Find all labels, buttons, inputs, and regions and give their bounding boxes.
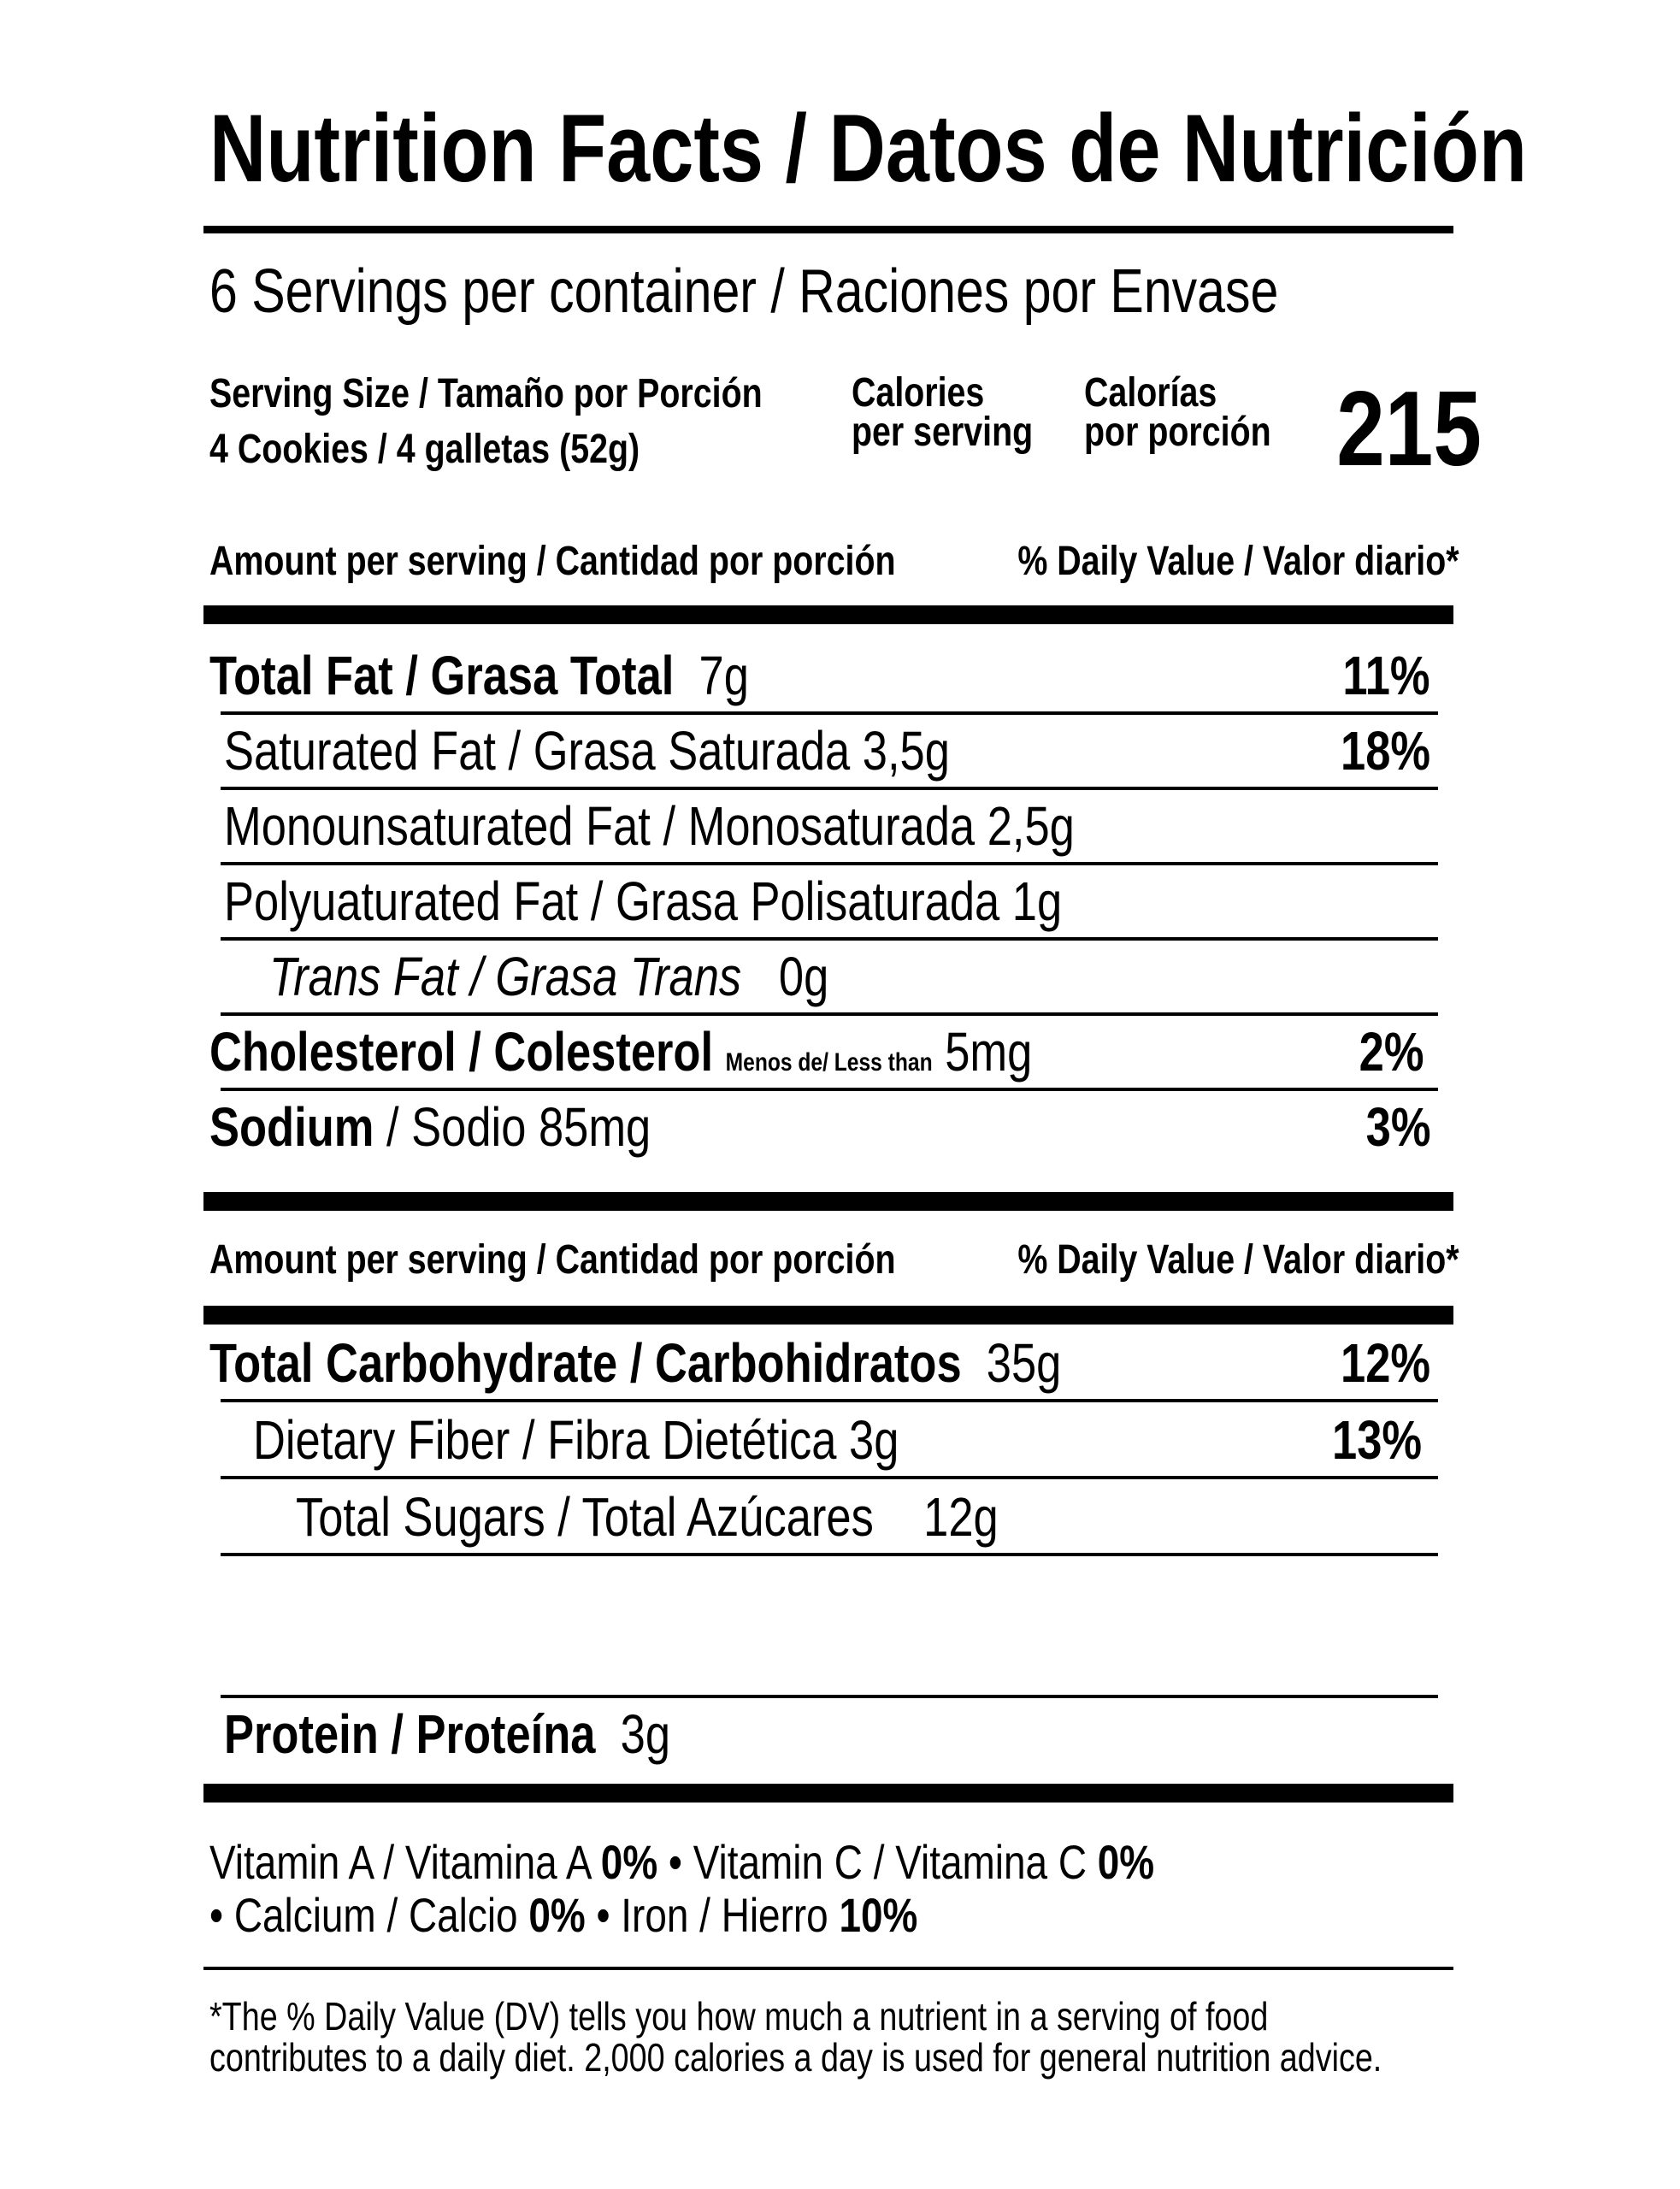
saturated-fat-row: Saturated Fat / Grasa Saturada 3,5g bbox=[224, 720, 950, 782]
serving-size-value: 4 Cookies / 4 galletas (52g) bbox=[209, 427, 640, 472]
divider-row bbox=[221, 787, 1438, 790]
divider-row bbox=[221, 1012, 1438, 1016]
footnote: *The % Daily Value (DV) tells you how much a nutrient in a serving of food contributes to a daily diet. 2,000 calories a day is used for general nutrition advice. bbox=[209, 1994, 1382, 2080]
divider-row bbox=[221, 1476, 1438, 1479]
amount-per-serving-header-2: Amount per serving / Cantidad por porción bbox=[209, 1237, 896, 1283]
divider-thick-4 bbox=[203, 1784, 1453, 1803]
divider-row bbox=[221, 937, 1438, 941]
divider-title bbox=[203, 226, 1453, 233]
divider-row bbox=[221, 1088, 1438, 1091]
fiber-row: Dietary Fiber / Fibra Dietética 3g bbox=[253, 1409, 899, 1471]
sugars-row: Total Sugars / Total Azúcares 12g bbox=[296, 1486, 999, 1548]
vitamins-line-1: Vitamin A / Vitamina A 0% • Vitamin C / Vitamina C 0% bbox=[209, 1835, 1155, 1889]
serving-size-label: Serving Size / Tamaño por Porción bbox=[209, 371, 763, 416]
total-fat-dv: 11% bbox=[1342, 645, 1430, 706]
total-fat-row: Total Fat / Grasa Total 7g bbox=[209, 645, 749, 706]
sodium-row: Sodium / Sodio 85mg bbox=[209, 1096, 651, 1158]
cholesterol-dv: 2% bbox=[1359, 1021, 1424, 1083]
vitamins-line-2: • Calcium / Calcio 0% • Iron / Hierro 10% bbox=[209, 1888, 918, 1942]
divider-row bbox=[221, 1399, 1438, 1402]
daily-value-header-2: % Daily Value / Valor diario* bbox=[1017, 1237, 1459, 1283]
divider-thick-1 bbox=[203, 605, 1453, 624]
divider-thick-3 bbox=[203, 1306, 1453, 1325]
calories-label-es: Calorías por porción bbox=[1084, 370, 1271, 455]
divider-footnote bbox=[203, 1967, 1453, 1970]
total-carb-row: Total Carbohydrate / Carbohidratos 35g bbox=[209, 1332, 1062, 1394]
fiber-dv: 13% bbox=[1331, 1409, 1422, 1471]
label-title: Nutrition Facts / Datos de Nutrición bbox=[209, 95, 1527, 202]
cholesterol-row: Cholesterol / Colesterol Menos de/ Less than 5mg bbox=[209, 1021, 1033, 1083]
poly-fat-row: Polyuaturated Fat / Grasa Polisaturada 1g bbox=[224, 870, 1063, 932]
divider-row bbox=[221, 711, 1438, 715]
servings-per-container: 6 Servings per container / Raciones por Envase bbox=[209, 257, 1279, 326]
amount-per-serving-header: Amount per serving / Cantidad por porción bbox=[209, 539, 896, 584]
divider-row bbox=[221, 1553, 1438, 1556]
trans-fat-row: Trans Fat / Grasa Trans 0g bbox=[269, 946, 829, 1007]
divider-thick-2 bbox=[203, 1192, 1453, 1211]
saturated-fat-dv: 18% bbox=[1340, 720, 1430, 782]
mono-fat-row: Monounsaturated Fat / Monosaturada 2,5g bbox=[224, 795, 1075, 857]
daily-value-header: % Daily Value / Valor diario* bbox=[1017, 539, 1459, 584]
protein-row: Protein / Proteína 3g bbox=[224, 1703, 671, 1765]
calories-value: 215 bbox=[1336, 370, 1482, 488]
calories-label-en: Calories per serving bbox=[852, 370, 1034, 455]
total-carb-dv: 12% bbox=[1340, 1332, 1430, 1394]
divider-row bbox=[221, 1695, 1438, 1698]
sodium-dv: 3% bbox=[1365, 1096, 1430, 1158]
divider-row bbox=[221, 862, 1438, 865]
